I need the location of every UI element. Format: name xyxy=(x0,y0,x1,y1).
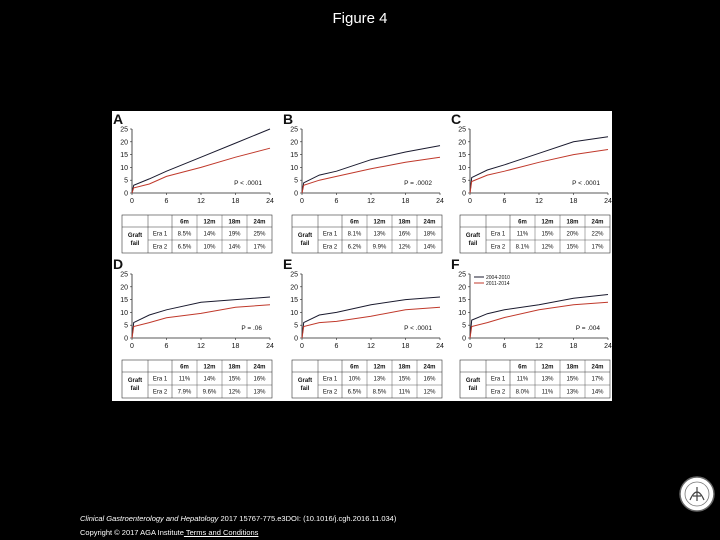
table-column-header: 18m xyxy=(398,364,411,371)
data-table xyxy=(460,215,610,253)
journal-name: Clinical Gastroenterology and Hepatology xyxy=(80,514,219,523)
table-column-header: 6m xyxy=(180,364,189,371)
table-column-header: 12m xyxy=(203,219,216,226)
table-cell: 20% xyxy=(566,231,579,238)
table-column-header: 18m xyxy=(398,219,411,226)
table-row-group-label: fail xyxy=(130,386,140,392)
table-row-group-label: fail xyxy=(468,386,478,392)
table-cell: 15% xyxy=(228,376,241,383)
y-tick-label: 0 xyxy=(124,190,128,198)
x-tick-label: 12 xyxy=(367,198,375,205)
y-tick-label: 10 xyxy=(290,164,298,172)
table-column-header: 12m xyxy=(373,364,386,371)
table-row-label: Era 2 xyxy=(490,389,506,396)
table-row-label: Era 1 xyxy=(490,231,506,238)
citation-details: 2017 15767-775.e3DOI: (10.1016/j.cgh.2016.11.034) xyxy=(218,514,397,523)
table-cell: 8.1% xyxy=(347,231,362,238)
y-tick-label: 5 xyxy=(294,322,298,330)
y-tick-label: 10 xyxy=(120,309,128,317)
table-cell: 17% xyxy=(253,244,266,251)
p-value-annotation: P = .004 xyxy=(575,325,600,332)
panel-label: E xyxy=(283,256,293,272)
copyright-text: Copyright © 2017 AGA Institute xyxy=(80,528,184,537)
y-tick-label: 5 xyxy=(462,322,466,330)
y-tick-label: 10 xyxy=(458,309,466,317)
table-row-label: Era 2 xyxy=(152,389,168,396)
table-cell: 7.9% xyxy=(177,389,192,396)
x-tick-label: 6 xyxy=(334,343,339,350)
x-tick-label: 6 xyxy=(164,343,169,350)
table-cell: 12% xyxy=(228,389,241,396)
table-cell: 8.5% xyxy=(177,231,192,238)
table-column-header: 6m xyxy=(518,364,527,371)
y-tick-label: 20 xyxy=(120,284,128,292)
chart-panel-e xyxy=(283,256,444,398)
table-cell: 9.9% xyxy=(372,244,387,251)
table-cell: 8.0% xyxy=(515,389,530,396)
table-column-header: 18m xyxy=(228,364,241,371)
table-cell: 15% xyxy=(398,376,411,383)
x-tick-label: 0 xyxy=(468,343,472,350)
table-cell: 13% xyxy=(566,389,579,396)
table-cell: 12% xyxy=(541,244,554,251)
aga-institute-seal-icon xyxy=(678,474,716,514)
table-column-header: 18m xyxy=(228,219,241,226)
table-column-header: 18m xyxy=(566,219,579,226)
table-cell: 14% xyxy=(423,244,436,251)
copyright xyxy=(80,528,258,537)
data-table xyxy=(460,360,610,398)
data-table xyxy=(122,360,272,398)
table-cell: 15% xyxy=(541,231,554,238)
x-tick-label: 0 xyxy=(468,198,472,205)
table-cell: 8.5% xyxy=(372,389,387,396)
table-column-header: 24m xyxy=(253,219,266,226)
table-column-header: 6m xyxy=(350,219,359,226)
y-tick-label: 0 xyxy=(294,190,298,198)
table-column-header: 24m xyxy=(423,219,436,226)
table-column-header: 24m xyxy=(423,364,436,371)
panel-label: F xyxy=(451,256,460,272)
table-cell: 11% xyxy=(516,376,529,383)
table-row-group-label: fail xyxy=(130,241,140,247)
table-cell: 16% xyxy=(253,376,266,383)
table-cell: 13% xyxy=(373,231,386,238)
table-cell: 14% xyxy=(591,389,604,396)
table-row-group-label: Graft xyxy=(127,378,143,384)
table-column-header: 6m xyxy=(518,219,527,226)
table-column-header: 24m xyxy=(591,364,604,371)
y-tick-label: 0 xyxy=(462,190,466,198)
x-tick-label: 18 xyxy=(401,343,410,350)
y-tick-label: 10 xyxy=(120,164,128,172)
table-cell: 6.5% xyxy=(347,389,362,396)
table-cell: 15% xyxy=(566,244,579,251)
x-tick-label: 18 xyxy=(231,198,240,205)
y-tick-label: 15 xyxy=(458,297,466,305)
x-tick-label: 24 xyxy=(266,343,274,350)
x-tick-label: 24 xyxy=(436,198,444,205)
y-tick-label: 15 xyxy=(290,297,298,305)
y-tick-label: 0 xyxy=(294,335,298,343)
x-tick-label: 24 xyxy=(266,198,274,205)
page-title: Figure 4 xyxy=(332,10,388,27)
p-value-annotation: P < .0001 xyxy=(404,325,432,332)
x-tick-label: 0 xyxy=(130,343,134,350)
table-row-group-label: Graft xyxy=(465,233,481,239)
table-cell: 12% xyxy=(398,244,411,251)
table-cell: 25% xyxy=(253,231,266,238)
x-tick-label: 24 xyxy=(436,343,444,350)
table-cell: 13% xyxy=(373,376,386,383)
table-cell: 19% xyxy=(228,231,241,238)
table-cell: 9.6% xyxy=(202,389,217,396)
x-tick-label: 24 xyxy=(604,343,612,350)
y-tick-label: 20 xyxy=(290,284,298,292)
y-tick-label: 15 xyxy=(120,297,128,305)
table-cell: 16% xyxy=(398,231,411,238)
table-cell: 10% xyxy=(203,244,216,251)
table-column-header: 6m xyxy=(350,364,359,371)
y-tick-label: 25 xyxy=(290,271,298,279)
y-tick-label: 25 xyxy=(458,126,466,134)
data-table xyxy=(292,215,442,253)
series-line-2 xyxy=(302,307,440,338)
x-tick-label: 12 xyxy=(535,343,543,350)
series-line-2 xyxy=(132,305,270,338)
table-column-header: 12m xyxy=(203,364,216,371)
x-tick-label: 12 xyxy=(367,343,375,350)
x-tick-label: 12 xyxy=(197,198,205,205)
table-column-header: 18m xyxy=(566,364,579,371)
y-tick-label: 10 xyxy=(458,164,466,172)
figure-panel xyxy=(112,111,612,401)
y-tick-label: 25 xyxy=(290,126,298,134)
panel-label: D xyxy=(113,256,124,272)
y-tick-label: 25 xyxy=(120,126,128,134)
y-tick-label: 0 xyxy=(462,335,466,343)
table-cell: 10% xyxy=(348,376,361,383)
y-tick-label: 20 xyxy=(290,139,298,147)
table-row-label: Era 2 xyxy=(490,244,506,251)
table-row-label: Era 1 xyxy=(322,231,338,238)
table-cell: 11% xyxy=(541,389,554,396)
y-tick-label: 15 xyxy=(458,152,466,160)
x-tick-label: 6 xyxy=(502,198,507,205)
y-tick-label: 20 xyxy=(120,139,128,147)
table-row-group-label: fail xyxy=(300,386,310,392)
x-tick-label: 18 xyxy=(401,198,410,205)
data-table xyxy=(122,215,272,253)
x-tick-label: 6 xyxy=(334,198,339,205)
table-row-group-label: fail xyxy=(300,241,310,247)
table-cell: 14% xyxy=(203,231,216,238)
table-row-label: Era 2 xyxy=(152,244,168,251)
table-cell: 12% xyxy=(423,389,436,396)
table-row-label: Era 2 xyxy=(322,244,338,251)
table-cell: 11% xyxy=(516,231,529,238)
chart-panel-f xyxy=(451,256,612,398)
table-row-group-label: Graft xyxy=(127,233,143,239)
table-cell: 11% xyxy=(398,389,411,396)
chart-panel-a xyxy=(113,111,274,253)
y-tick-label: 5 xyxy=(124,322,128,330)
data-table xyxy=(292,360,442,398)
x-tick-label: 12 xyxy=(535,198,543,205)
table-cell: 8.1% xyxy=(515,244,530,251)
y-tick-label: 10 xyxy=(290,309,298,317)
series-line-2 xyxy=(470,302,608,338)
figure-svg xyxy=(112,111,612,401)
legend-label: 2004-2010 xyxy=(486,275,510,281)
y-tick-label: 25 xyxy=(458,271,466,279)
x-tick-label: 24 xyxy=(604,198,612,205)
x-tick-label: 6 xyxy=(164,198,169,205)
table-cell: 18% xyxy=(423,231,436,238)
y-tick-label: 20 xyxy=(458,284,466,292)
table-column-header: 12m xyxy=(541,364,554,371)
y-tick-label: 5 xyxy=(294,177,298,185)
y-tick-label: 5 xyxy=(124,177,128,185)
table-row-label: Era 1 xyxy=(152,376,168,383)
table-cell: 14% xyxy=(228,244,241,251)
table-column-header: 24m xyxy=(253,364,266,371)
table-cell: 6.5% xyxy=(177,244,192,251)
y-tick-label: 15 xyxy=(120,152,128,160)
panel-label: C xyxy=(451,111,462,127)
series-line-2 xyxy=(302,157,440,193)
table-cell: 13% xyxy=(253,389,266,396)
panel-label: B xyxy=(283,111,294,127)
table-cell: 16% xyxy=(423,376,436,383)
table-row-group-label: Graft xyxy=(297,233,313,239)
table-cell: 17% xyxy=(591,376,604,383)
table-cell: 6.2% xyxy=(347,244,362,251)
table-cell: 11% xyxy=(178,376,191,383)
table-cell: 15% xyxy=(566,376,579,383)
chart-panel-c xyxy=(451,111,612,253)
x-tick-label: 12 xyxy=(197,343,205,350)
p-value-annotation: P = .06 xyxy=(241,325,262,332)
table-cell: 17% xyxy=(591,244,604,251)
table-row-group-label: Graft xyxy=(297,378,313,384)
table-cell: 14% xyxy=(203,376,216,383)
y-tick-label: 15 xyxy=(290,152,298,160)
p-value-annotation: P = .0002 xyxy=(404,180,432,187)
x-tick-label: 18 xyxy=(569,343,578,350)
table-cell: 13% xyxy=(541,376,554,383)
chart-panel-d xyxy=(113,256,274,398)
panel-label: A xyxy=(113,111,124,127)
table-column-header: 12m xyxy=(541,219,554,226)
table-cell: 22% xyxy=(591,231,604,238)
y-tick-label: 25 xyxy=(120,271,128,279)
table-row-label: Era 1 xyxy=(152,231,168,238)
legend-label: 2011-2014 xyxy=(486,281,510,287)
table-column-header: 12m xyxy=(373,219,386,226)
x-tick-label: 18 xyxy=(569,198,578,205)
y-tick-label: 20 xyxy=(458,139,466,147)
x-tick-label: 18 xyxy=(231,343,240,350)
citation xyxy=(80,514,396,523)
table-row-label: Era 2 xyxy=(322,389,338,396)
x-tick-label: 0 xyxy=(300,198,304,205)
chart-panel-b xyxy=(283,111,444,253)
table-column-header: 6m xyxy=(180,219,189,226)
p-value-annotation: P < .0001 xyxy=(572,180,600,187)
y-tick-label: 0 xyxy=(124,335,128,343)
p-value-annotation: P < .0001 xyxy=(234,180,262,187)
table-row-label: Era 1 xyxy=(490,376,506,383)
table-row-group-label: Graft xyxy=(465,378,481,384)
table-row-group-label: fail xyxy=(468,241,478,247)
terms-and-conditions-link[interactable]: Terms and Conditions xyxy=(183,528,259,537)
x-tick-label: 0 xyxy=(130,198,134,205)
y-tick-label: 5 xyxy=(462,177,466,185)
x-tick-label: 6 xyxy=(502,343,507,350)
x-tick-label: 0 xyxy=(300,343,304,350)
table-column-header: 24m xyxy=(591,219,604,226)
table-row-label: Era 1 xyxy=(322,376,338,383)
